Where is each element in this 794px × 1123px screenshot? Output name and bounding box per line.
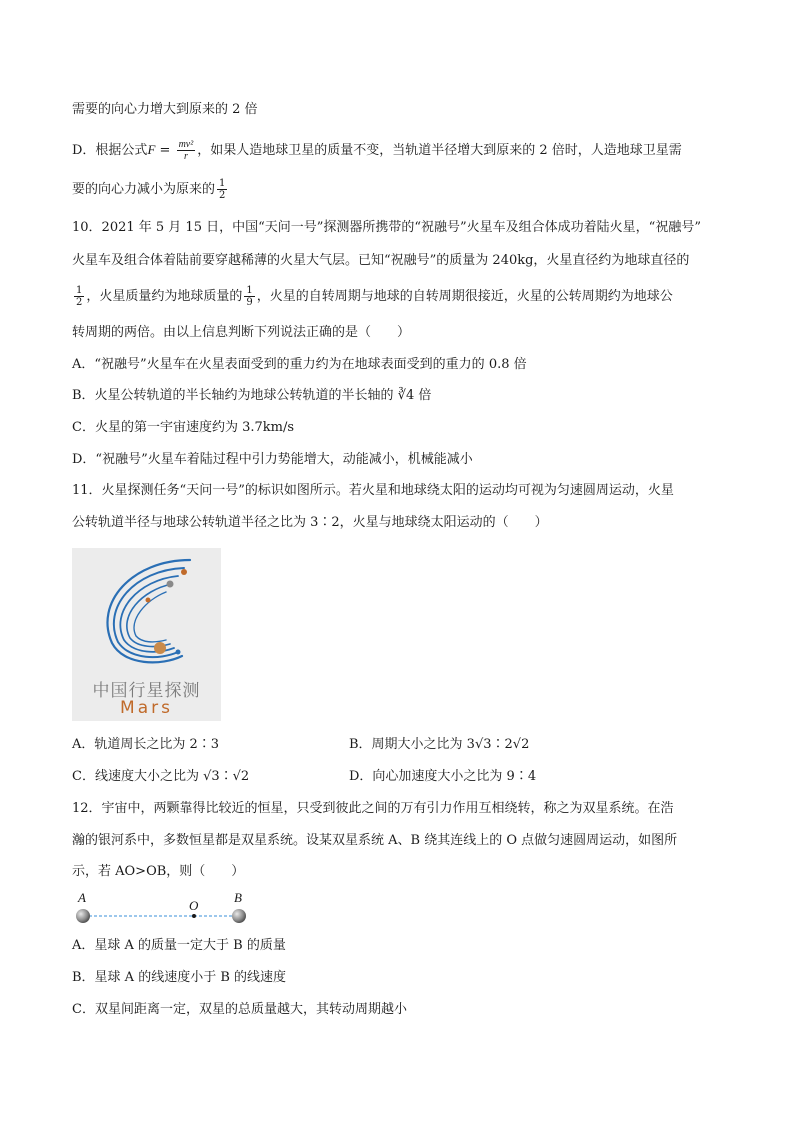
q10-stem-line3-mid: ，火星质量约为地球质量的 <box>86 289 243 304</box>
orbit-arcs-icon <box>72 548 221 678</box>
q12-option-b: B．星球 A 的线速度小于 B 的线速度 <box>72 970 287 985</box>
q9-option-d <box>72 136 682 165</box>
q10-stem-line3-tail: ，火星的自转周期与地球的自转周期很接近，火星的公转周期约为地球公 <box>256 289 673 304</box>
q10-stem-line3 <box>72 283 673 311</box>
formula-numerator: mv² <box>178 139 194 150</box>
formula-fraction <box>177 139 196 162</box>
q11-stem-line2: 公转轨道半径与地球公转轨道半径之比为 3∶2，火星与地球绕太阳运动的（ ） <box>72 515 548 530</box>
diameter-ratio-den: 2 <box>76 297 83 308</box>
q9-option-d-line2-text: 要的向心力减小为原来的 <box>72 182 216 197</box>
mass-ratio-num: 1 <box>246 285 253 296</box>
q12-stem-line3: 示，若 AO>OB，则（ ） <box>72 864 245 879</box>
label-a: A <box>78 890 86 905</box>
q11-option-b: B．周期大小之比为 3√3∶2√2 <box>349 737 530 752</box>
q11-option-d: D．向心加速度大小之比为 9∶4 <box>349 769 537 784</box>
binary-star-diagram <box>72 890 257 928</box>
mass-ratio-fraction <box>244 285 254 308</box>
q12-option-c: C．双星间距离一定，双星的总质量越大，其转动周期越小 <box>72 1002 407 1017</box>
q12-stem-line2: 瀚的银河系中，多数恒星都是双星系统。设某双星系统 A、B 绕其连线上的 O 点做匀速圆周运动，如图所 <box>72 833 678 848</box>
label-o: O <box>189 898 199 913</box>
logo-label-en: Mars <box>120 698 173 718</box>
q10-option-c: C．火星的第一宇宙速度约为 3.7km/s <box>72 420 295 435</box>
q9-option-d-prefix: D．根据公式 <box>72 143 148 158</box>
q11-option-a: A．轨道周长之比为 2∶3 <box>72 737 220 752</box>
center-o-point <box>192 914 196 918</box>
mass-ratio-den: 9 <box>246 297 253 308</box>
q10-option-d: D．“祝融号”火星车着陆过程中引力势能增大，动能减小，机械能减小 <box>72 452 473 467</box>
label-b: B <box>234 890 242 905</box>
half-denominator: 2 <box>219 190 226 201</box>
q9-option-d-line2 <box>72 176 229 204</box>
formula-eq: = <box>155 143 175 158</box>
q10-stem-line4: 转周期的两倍。由以上信息判断下列说法正确的是（ ） <box>72 325 411 340</box>
q10-stem-line1: 10．2021 年 5 月 15 日，中国“天问一号”探测器所携带的“祝融号”火星车及组合体成功着陆火星，“祝融号” <box>72 220 701 235</box>
q10-option-a: A．“祝融号”火星车在火星表面受到的重力约为在地球表面受到的重力的 0.8 倍 <box>72 357 527 372</box>
q10-option-b: B．火星公转轨道的半长轴约为地球公转轨道的半长轴的 ∛4 倍 <box>72 388 432 403</box>
q9-option-d-suffix: ，如果人造地球卫星的质量不变，当轨道半径增大到原来的 2 倍时，人造地球卫星需 <box>197 143 682 158</box>
star-a-circle <box>76 909 90 923</box>
formula-denominator: r <box>183 151 188 162</box>
logo-label-cn: 中国行星探测 <box>92 681 201 701</box>
half-fraction <box>217 178 227 201</box>
formula-f: F <box>147 142 156 157</box>
q11-option-c: C．线速度大小之比为 √3∶√2 <box>72 769 250 784</box>
half-numerator: 1 <box>219 178 226 189</box>
q11-stem-line1: 11．火星探测任务“天问一号”的标识如图所示。若火星和地球绕太阳的运动均可视为匀速圆周运动，火星 <box>72 483 674 498</box>
diameter-ratio-num: 1 <box>76 285 83 296</box>
q12-option-a: A．星球 A 的质量一定大于 B 的质量 <box>72 938 286 953</box>
q9-option-c-tail: 需要的向心力增大到原来的 2 倍 <box>72 102 258 117</box>
q10-stem-line2: 火星车及组合体着陆前要穿越稀薄的火星大气层。已知“祝融号”的质量为 240kg，火星直径约为地球直径的 <box>72 253 690 268</box>
tianwen-logo-image <box>72 548 221 721</box>
q12-stem-line1: 12．宇宙中，两颗靠得比较近的恒星，只受到彼此之间的万有引力作用互相绕转，称之为双星系统。在浩 <box>72 801 674 816</box>
diameter-ratio-fraction <box>74 285 84 308</box>
star-b-circle <box>232 909 246 923</box>
